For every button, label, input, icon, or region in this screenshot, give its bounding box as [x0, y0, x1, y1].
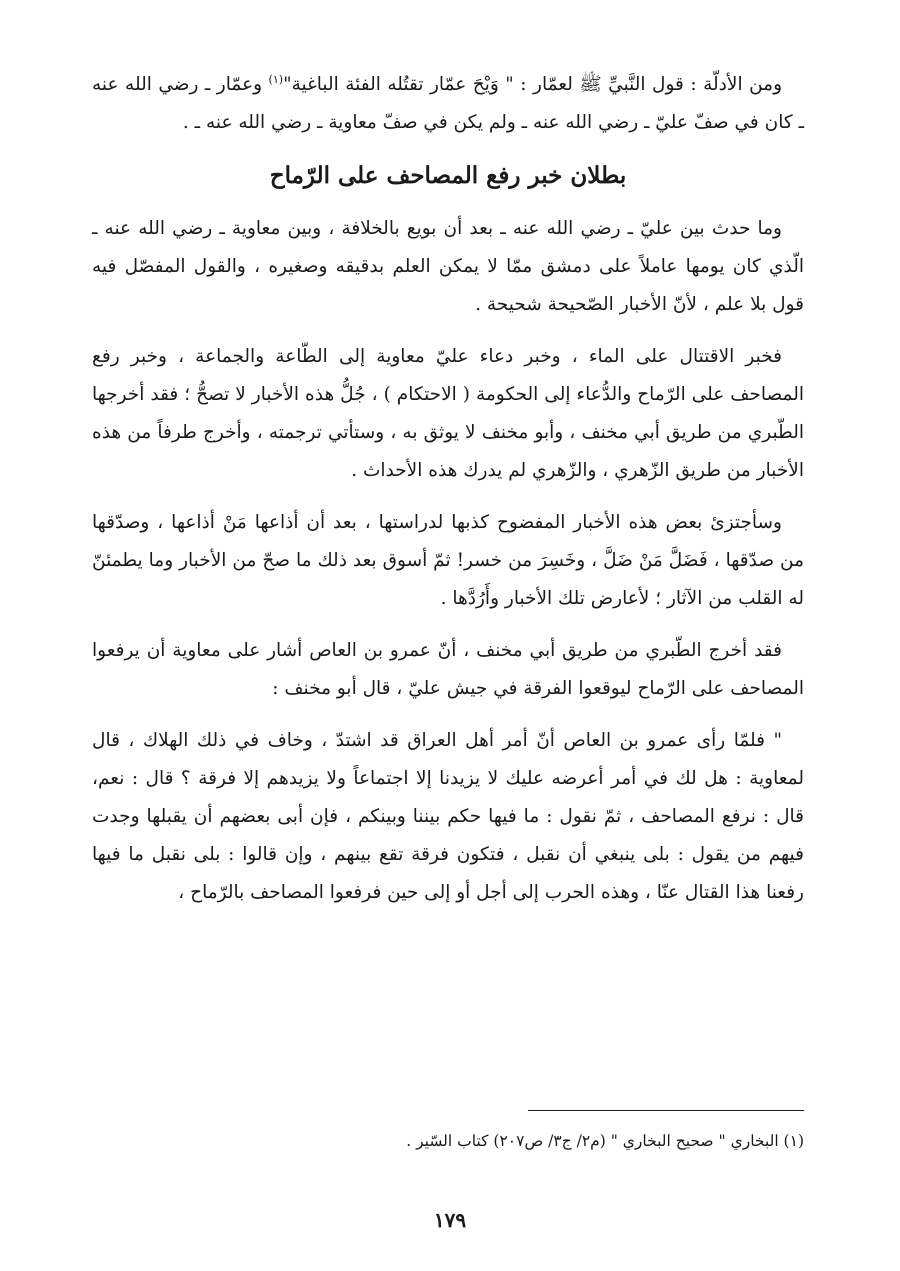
paragraph-quotation: " فلمّا رأى عمرو بن العاص أنّ أمر أهل العراق قد اشتدّ ، وخاف في ذلك الهلاك ، قال لمعاوية : هل لك في أمر أعرضه عليك لا يزيدنا إلا اجتماعاً ولا يزيدهم إلا فرقة ؟ قال : نعم، قال : نرفع المصاحف ، ثمّ نقول : ما فيها حكم بيننا وبينكم ، فإن أبى بعضهم أن يقبلها وجدت فيهم من يقول : بلى ينبغي أن نقبل ، فتكون فرقة تقع بينهم ، وإن قالوا : بلى نقبل ما فيها رفعنا هذا القتال عنّا ، وهذه الحرب إلى أجل أو إلى حين فرفعوا المصاحف بالرّماح ،: [92, 730, 804, 903]
paragraph-tabari-report: فقد أخرج الطّبري من طريق أبي مخنف ، أنّ عمرو بن العاص أشار على معاوية أن يرفعوا المصاحف على الرّماح ليوقعوا الفرقة في جيش عليّ ، قال أبو مخنف :: [92, 640, 804, 699]
page-number: ١٧٩: [433, 1208, 467, 1232]
footnote: (١) البخاري " صحيح البخاري " (م٢/ ج٣/ ص٢٠٧) كتاب السّير .: [406, 1132, 804, 1150]
paragraph-evidence: [92, 66, 804, 142]
paragraph-evidence-continuation: وعمّار ـ رضي الله عنه ـ كان في صفّ عليّ ـ رضي الله عنه ـ ولم يكن في صفّ معاوية ـ رضي الله عنه ـ .: [92, 74, 804, 133]
paragraph-method: وسأجتزئ بعض هذه الأخبار المفضوح كذبها لدراستها ، بعد أن أذاعها مَنْ أذاعها ، وصدّقها من صدّقها ، فَضَلَّ مَنْ ضَلَّ ، وخَسِرَ من خسر! ثمّ أسوق بعد ذلك ما صحّ من الأخبار وما يطمئنّ له القلب من الآثار ؛ لأعارض تلك الأخبار وأَرُدَّها .: [92, 512, 804, 609]
footnote-divider: [528, 1110, 804, 1111]
footnote-reference[interactable]: (١): [268, 72, 284, 86]
paragraph-reports: فخبر الاقتتال على الماء ، وخبر دعاء عليّ معاوية إلى الطّاعة والجماعة ، وخبر رفع المصاحف على الرّماح والدُّعاء إلى الحكومة ( الاحتكام ) ، جُلُّ هذه الأخبار لا تصحُّ ؛ فقد أخرجها الطّبري من طريق أبي مخنف ، وأبو مخنف لا يوثق به ، وستأتي ترجمته ، وأخرج طرفاً من هذه الأخبار من طريق الزّهري ، والزّهري لم يدرك هذه الأحداث .: [92, 346, 804, 481]
paragraph-events: وما حدث بين عليّ ـ رضي الله عنه ـ بعد أن بويع بالخلافة ، وبين معاوية ـ رضي الله عنه ـ الّذي كان يومها عاملاً على دمشق ممّا لا يمكن العلم بدقيقه وصغيره ، والقول المفصّل فيه قول بلا علم ، لأنّ الأخبار الصّحيحة شحيحة .: [92, 218, 804, 315]
section-heading: بطلان خبر رفع المصاحف على الرّماح: [269, 162, 627, 189]
page-body: [92, 66, 804, 926]
paragraph-evidence-text: ومن الأدلّة : قول النَّبيِّ ﷺ لعمّار : " وَيْحَ عمّار تقتُله الفئة الباغية": [283, 74, 782, 95]
